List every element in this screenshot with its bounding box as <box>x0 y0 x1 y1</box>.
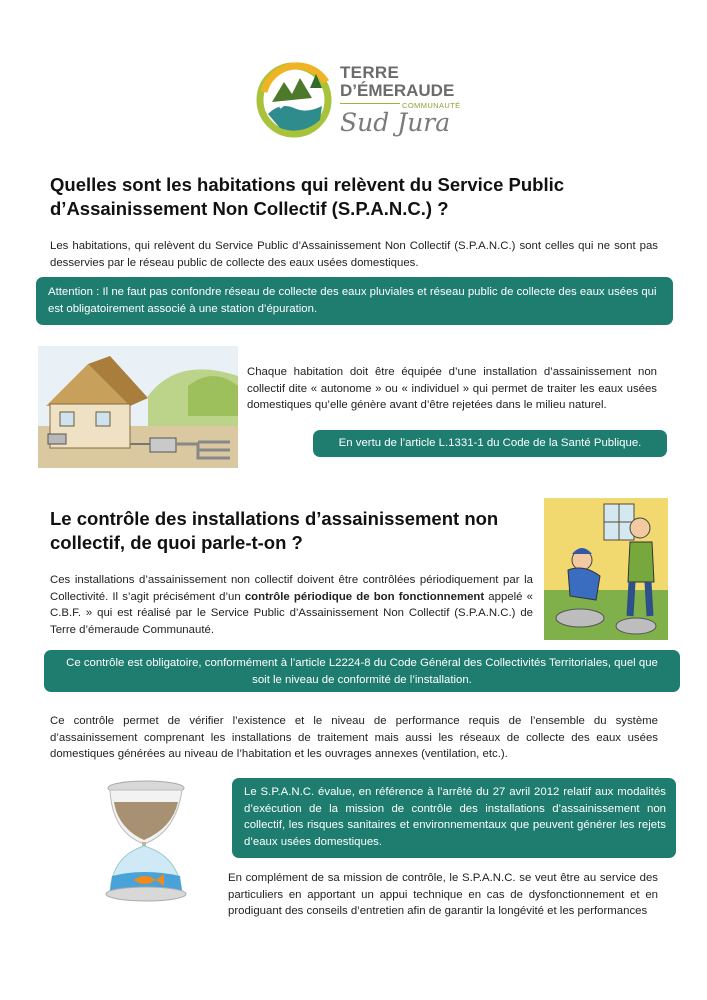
attention-box <box>36 277 673 325</box>
logo-text-communaute: COMMUNAUTÉ <box>402 101 461 110</box>
hourglass-fish-illustration <box>98 780 218 905</box>
section2-title <box>50 507 520 555</box>
complement-text: En complément de sa mission de contrôle, le S.P.A.N.C. se veut être au service des particuliers en apportant un appui technique en cas de dysfonctionnement et en prodiguant des conseils d’entretien afin de garantir la longévité et les performances <box>228 872 658 918</box>
controle-text-bold: contrôle périodique de bon fonctionnement <box>244 590 485 603</box>
verifier-text: Ce contrôle permet de vérifier l’existence et le niveau de performance requis de l’ensemble du système d’assainissement comprenant les installations de traitement mais aussi les réseaux de collecte des eaux usées domestiques générées au niveau de l’habitation et les ouvrages annexes (ventilation, etc.). <box>50 715 658 761</box>
habitation-text: Chaque habitation doit être équipée d’une installation d’assainissement non collectif dite « autonome » ou « individuel » qui permet de traiter les eaux usées domestiques qu’elle génère avant d’être rejetées dans le milieu naturel. <box>247 366 657 412</box>
controle-text-part2: appelé « C.B.F. » qui est réalisé par le Service Public d’Assainissement Non Collectif (S.P.A.N.C.) de Terre d’émeraude Communauté. <box>50 590 533 636</box>
controle-text-part1: Ces installations d’assainissement non collectif doivent être contrôlées périodiquement par la Collectivité. Il s’agit précisément d’un <box>50 574 533 603</box>
logo-divider <box>340 103 400 104</box>
logo-text-terre: TERRE <box>340 63 400 82</box>
section2-title-line2: collectif, de quoi parle-t-on ? <box>50 532 303 553</box>
inspection-workers-illustration <box>544 498 668 640</box>
logo <box>250 52 470 148</box>
evalue-text: Le S.P.A.N.C. évalue, en référence à l’arrêté du 27 avril 2012 relatif aux modalités d’exécution de la mission de contrôle des installations d’assainissement non collectif, les risques sanitaires et environnementaux que peuvent générer les rejets d’eaux usées domestiques. <box>244 786 666 848</box>
logo-emblem-icon <box>250 52 340 148</box>
evalue-box <box>232 778 676 858</box>
house-septic-illustration <box>38 346 238 468</box>
article-box <box>313 430 667 457</box>
attention-text: Attention : Il ne faut pas confondre réseau de collecte des eaux pluviales et réseau public de collecte des eaux usées qui est obligatoirement associé à une station d’épuration. <box>48 286 657 315</box>
section1-title-line1: Quelles sont les habitations qui relèvent du Service Public <box>50 174 565 195</box>
logo-text-emeraude: D’ÉMERAUDE <box>340 81 455 100</box>
section1-intro: Les habitations, qui relèvent du Service Public d’Assainissement Non Collectif (S.P.A.N.C.) sont celles qui ne sont pas desservies par le réseau public de collecte des eaux usées domestiques. <box>50 240 658 269</box>
section1-title <box>50 173 650 221</box>
article-text: En vertu de l’article L.1331-1 du Code de la Santé Publique. <box>338 437 642 449</box>
section1-title-line2: d’Assainissement Non Collectif (S.P.A.N.C.) ? <box>50 198 449 219</box>
obligatoire-text: Ce contrôle est obligatoire, conformément à l’article L2224-8 du Code Général des Collectivités Territoriales, quel que soit le niveau de conformité de l’installation. <box>66 657 658 686</box>
logo-text-sud-jura: Sud Jura <box>340 108 451 137</box>
obligatoire-box <box>44 650 680 692</box>
controle-text <box>50 572 533 638</box>
section2-title-line1: Le contrôle des installations d’assainissement non <box>50 508 499 529</box>
